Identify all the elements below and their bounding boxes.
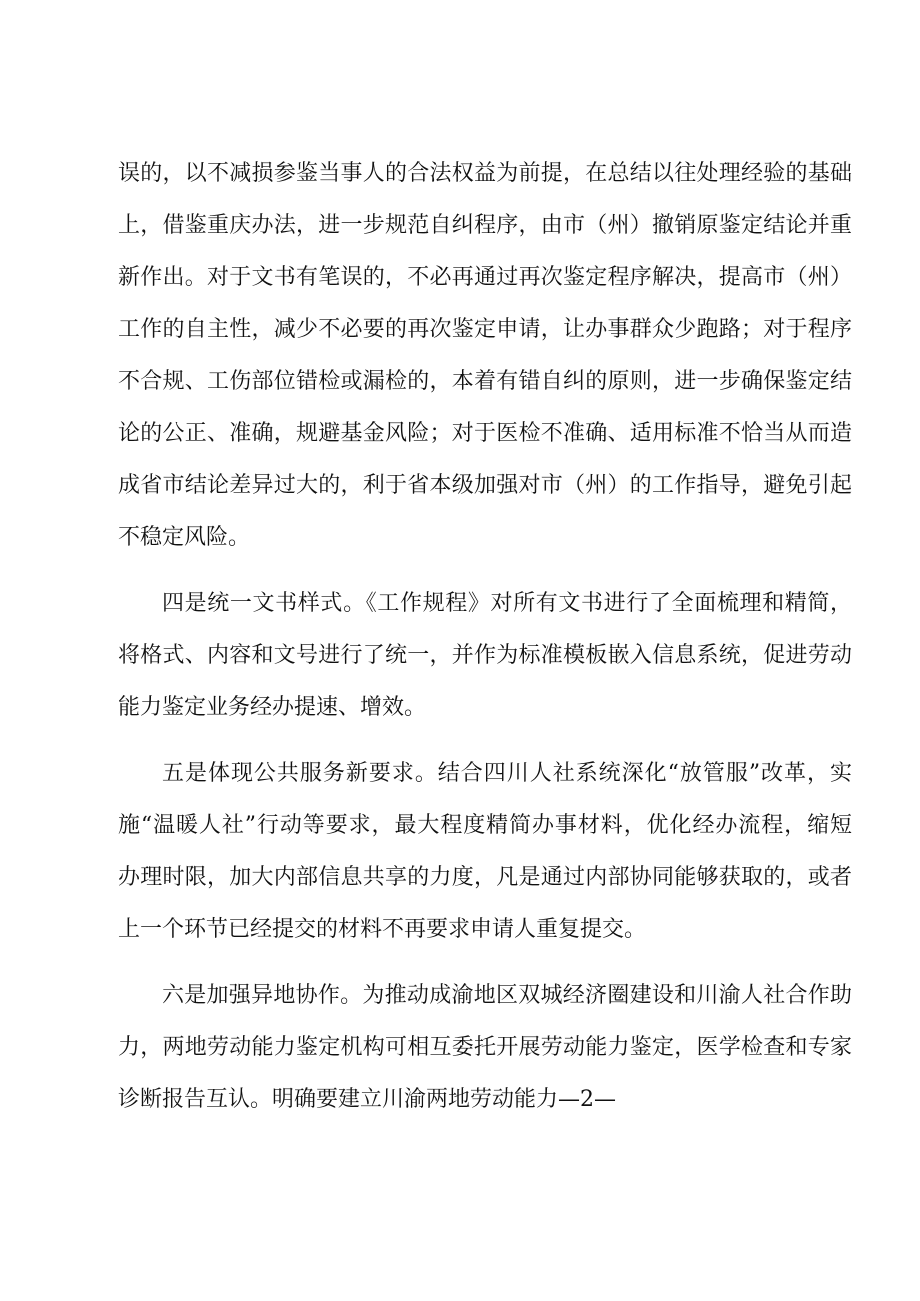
paragraph-line: 不稳定风险。 bbox=[118, 525, 251, 550]
paragraph-line: 办理时限，加大内部信息共享的力度，凡是通过内部协同能够获取的，或者 bbox=[118, 865, 852, 890]
paragraph-line: 上一个环节已经提交的材料不再要求申请人重复提交。 bbox=[118, 917, 647, 942]
paragraph-line: 新作出。对于文书有笔误的，不必再通过再次鉴定程序解决，提高市（州） bbox=[118, 265, 852, 290]
paragraph-line: 施“温暖人社”行动等要求，最大程度精简办事材料，优化经办流程，缩短 bbox=[118, 813, 852, 838]
paragraph-line: 六是加强异地协作。为推动成渝地区双城经济圈建设和川渝人社合作助 bbox=[162, 983, 852, 1008]
body-text bbox=[118, 148, 852, 1126]
paragraph-line: 误的，以不减损参鉴当事人的合法权益为前提，在总结以往处理经验的基础 bbox=[118, 161, 852, 186]
paragraph-line: 力，两地劳动能力鉴定机构可相互委托开展劳动能力鉴定，医学检查和专家 bbox=[118, 1035, 852, 1060]
paragraph-line: 能力鉴定业务经办提速、增效。 bbox=[118, 695, 427, 720]
paragraph-line: 论的公正、准确，规避基金风险；对于医检不准确、适用标准不恰当从而造 bbox=[118, 421, 852, 446]
paragraph-line: 将格式、内容和文号进行了统一，并作为标准模板嵌入信息系统，促进劳动 bbox=[118, 643, 852, 668]
paragraph-line: 工作的自主性，减少不必要的再次鉴定申请，让办事群众少跑路；对于程序 bbox=[118, 317, 852, 342]
paragraph-line-text: 诊断报告互认。明确要建立川渝两地劳动能力 bbox=[118, 1087, 559, 1112]
page-number: —2— bbox=[558, 1087, 617, 1112]
paragraph-line: 上，借鉴重庆办法，进一步规范自纠程序，由市（州）撤销原鉴定结论并重 bbox=[118, 213, 852, 238]
paragraph-last-line bbox=[118, 1074, 852, 1126]
paragraph-line: 四是统一文书样式。《工作规程》对所有文书进行了全面梳理和精简， bbox=[162, 591, 852, 616]
paragraph-line: 成省市结论差异过大的，利于省本级加强对市（州）的工作指导，避免引起 bbox=[118, 473, 852, 498]
paragraph-line: 五是体现公共服务新要求。结合四川人社系统深化“放管服”改革，实 bbox=[162, 761, 852, 786]
paragraph-line: 不合规、工伤部位错检或漏检的，本着有错自纠的原则，进一步确保鉴定结 bbox=[118, 369, 852, 394]
